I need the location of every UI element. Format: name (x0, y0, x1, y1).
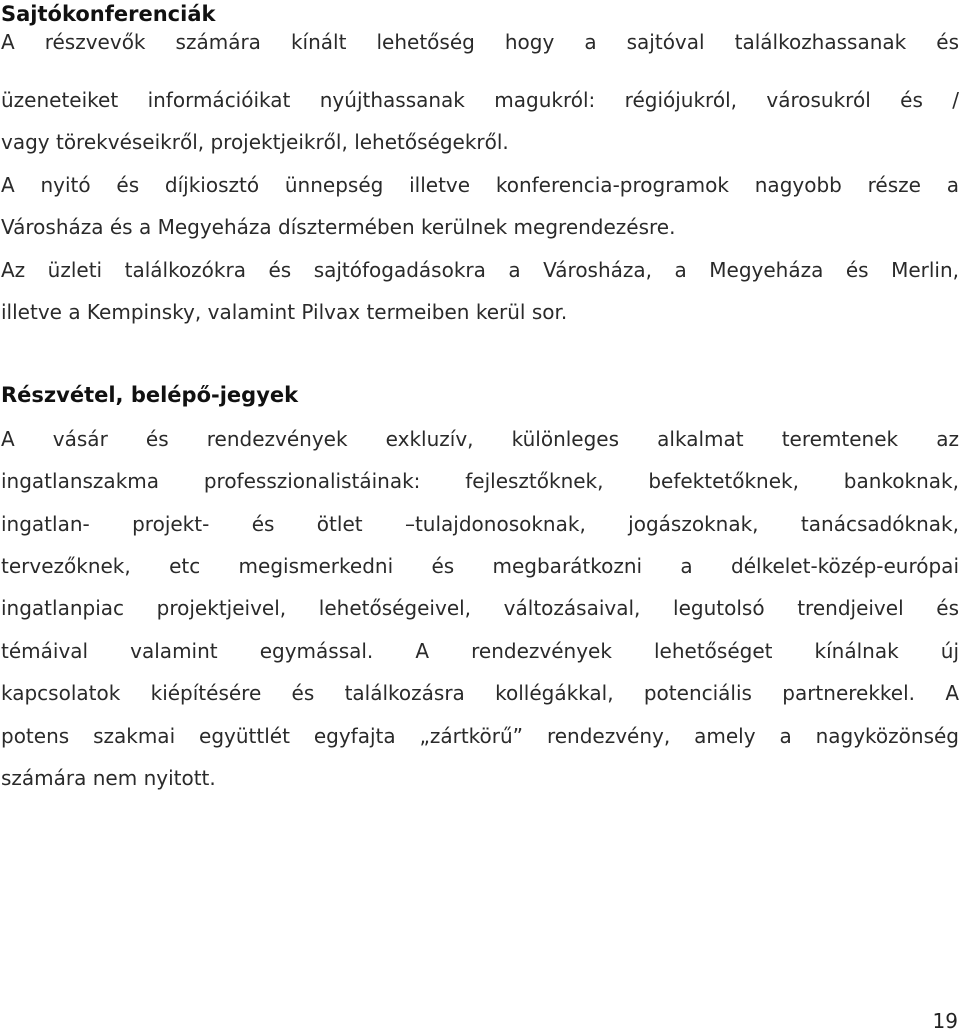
paragraph-line: ingatlanpiac projektjeivel, lehetőségeivel, változásaival, legutolsó trendjeivel és (1, 596, 959, 620)
paragraph-line: tervezőknek, etc megismerkedni és megbarátkozni a délkelet-közép-európai (1, 554, 959, 578)
paragraph-line: kapcsolatok kiépítésére és találkozásra kollégákkal, potenciális partnerekkel. A (1, 681, 959, 705)
section-heading-press-conferences: Sajtókonferenciák (1, 2, 216, 26)
page-number: 19 (932, 1009, 958, 1033)
section-heading-participation-tickets: Részvétel, belépő-jegyek (1, 383, 299, 407)
paragraph-line: vagy törekvéseikről, projektjeikről, lehetőségekről. (1, 130, 509, 154)
paragraph-line: ingatlanszakma professzionalistáinak: fejlesztőknek, befektetőknek, bankoknak, (1, 469, 959, 493)
paragraph-line: A részvevők számára kínált lehetőség hogy a sajtóval találkozhassanak és (1, 30, 959, 54)
paragraph-line: Városháza és a Megyeháza dísztermében kerülnek megrendezésre. (1, 215, 676, 239)
paragraph-line: A nyitó és díjkiosztó ünnepség illetve konferencia-programok nagyobb része a (1, 173, 959, 197)
paragraph-line: Az üzleti találkozókra és sajtófogadásokra a Városháza, a Megyeháza és Merlin, (1, 258, 959, 282)
paragraph-line: üzeneteiket információikat nyújthassanak magukról: régiójukról, városukról és / (1, 88, 959, 112)
paragraph-line: illetve a Kempinsky, valamint Pilvax termeiben kerül sor. (1, 300, 568, 324)
paragraph-line: ingatlan- projekt- és ötlet –tulajdonosoknak, jogászoknak, tanácsadóknak, (1, 512, 959, 536)
paragraph-line: potens szakmai együttlét egyfajta „zártkörű” rendezvény, amely a nagyközönség (1, 724, 959, 748)
paragraph-line: témáival valamint egymással. A rendezvények lehetőséget kínálnak új (1, 639, 959, 663)
paragraph-line: számára nem nyitott. (1, 766, 216, 790)
paragraph-line: A vásár és rendezvények exkluzív, különleges alkalmat teremtenek az (1, 427, 959, 451)
